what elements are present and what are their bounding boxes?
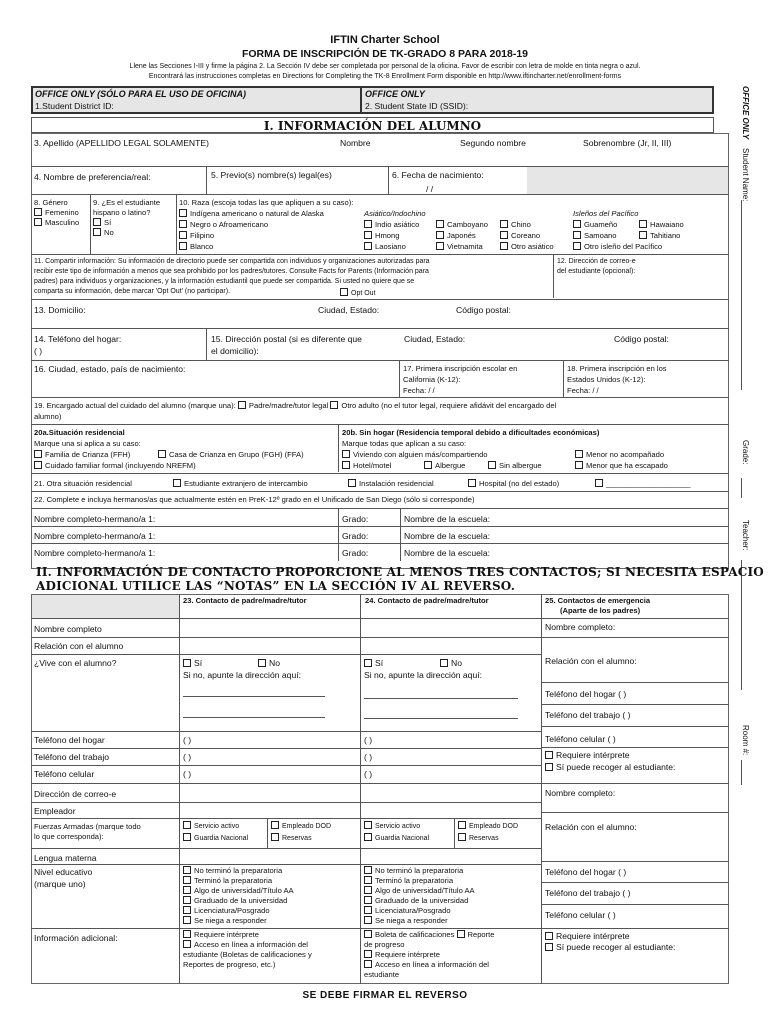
checkbox-icon[interactable]	[500, 242, 508, 250]
checkbox-icon[interactable]	[34, 461, 42, 469]
checkbox-icon[interactable]	[573, 231, 581, 239]
checkbox-icon[interactable]	[639, 231, 647, 239]
form-title: FORMA DE INSCRIPCIÓN DE TK-GRADO 8 PARA 2018-19	[241, 48, 529, 60]
checkbox-icon[interactable]	[595, 479, 603, 487]
row-cell-phone: Teléfono celular	[34, 769, 95, 779]
c24-edu-1[interactable]: Terminó la preparatoria	[364, 876, 453, 885]
c23-national-guard[interactable]: Guardia Nacional	[183, 833, 248, 844]
checkbox-icon[interactable]	[457, 930, 465, 938]
birth-date-slashes[interactable]: / /	[426, 184, 434, 194]
section2-title-1: II. INFORMACIÓN DE CONTACTO PROPORCIONE AL MENOS TRES CONTACTOS; SI NECESITA ESPACIO	[36, 565, 764, 579]
c24-lives-yes[interactable]: Sí	[364, 658, 383, 668]
c24-reserves[interactable]: Reservas	[458, 833, 499, 844]
c24-edu-2[interactable]: Algo de universidad/Título AA	[364, 886, 475, 895]
race-hmong[interactable]: Hmong	[364, 231, 399, 240]
row-military-1: Fuerzas Armadas (marque todo	[34, 822, 141, 831]
checkbox-icon[interactable]	[500, 231, 508, 239]
c23-online-access[interactable]: Acceso en línea a información del	[183, 940, 308, 949]
gender-label: 8. Género	[34, 198, 68, 207]
checkbox-icon[interactable]	[364, 906, 372, 914]
c24-address-line-1[interactable]	[364, 698, 518, 699]
contacts-table	[31, 594, 729, 984]
exchange-student-option[interactable]: Estudiante extranjero de intercambio	[173, 479, 308, 488]
share-info-line-4: comparta su información, debe marcar 'Opt Out' (no participar).	[34, 288, 231, 295]
race-native-american[interactable]: Indígena americano o natural de Alaska	[179, 209, 324, 218]
checkbox-icon[interactable]	[573, 242, 581, 250]
row-employer: Empleador	[34, 806, 76, 816]
checkbox-icon[interactable]	[436, 220, 444, 228]
em1-relationship[interactable]: Relación con el alumno:	[545, 656, 637, 666]
checkbox-icon[interactable]	[458, 821, 466, 829]
c24-report-card[interactable]: Boleta de calificaciones Reporte	[364, 930, 495, 939]
row-work-phone: Teléfono del trabajo	[34, 752, 110, 762]
checkbox-icon[interactable]	[183, 886, 191, 894]
checkbox-icon[interactable]	[573, 220, 581, 228]
em2-home-phone[interactable]: Teléfono del hogar ( )	[545, 867, 627, 877]
c24-interpreter[interactable]: Requiere intérprete	[364, 950, 440, 959]
row-full-name: Nombre completo	[34, 624, 102, 634]
checkbox-icon[interactable]	[364, 916, 372, 924]
checkbox-icon[interactable]	[93, 218, 101, 226]
checkbox-icon[interactable]	[364, 220, 372, 228]
em1-pickup[interactable]: Sí puede recoger al estudiante:	[545, 762, 675, 772]
em2-name[interactable]: Nombre completo:	[545, 788, 616, 798]
hospital-option[interactable]: Hospital (no del estado)	[468, 479, 559, 488]
c24-lives-no[interactable]: No	[440, 658, 462, 668]
checkbox-icon[interactable]	[545, 943, 553, 951]
checkbox-icon[interactable]	[258, 659, 266, 667]
sibling-3-school[interactable]: Nombre de la escuela:	[404, 548, 490, 558]
middle-name-label: Segundo nombre	[460, 138, 526, 148]
c24-active-duty[interactable]: Servicio activo	[364, 821, 420, 832]
sibling-1-grade[interactable]: Grado:	[342, 514, 369, 524]
checkbox-icon[interactable]	[500, 220, 508, 228]
runaway-minor-option[interactable]: Menor que ha escapado	[575, 461, 668, 470]
race-samoan[interactable]: Samoano	[573, 231, 617, 240]
checkbox-icon[interactable]	[436, 231, 444, 239]
instructions-line-2: Encontrará las instrucciones completas en Directions for Completing the TK-8 Enrollment Form disponible en http://www.iftincharter.net/enrollment-forms	[148, 73, 622, 80]
sidebar-room: Room #:	[741, 725, 750, 756]
opt-out-option[interactable]: Opt Out	[340, 288, 376, 299]
c23-active-duty[interactable]: Servicio activo	[183, 821, 239, 832]
checkbox-icon[interactable]	[34, 450, 42, 458]
suffix-label: Sobrenombre (Jr, II, III)	[583, 138, 672, 148]
checkbox-icon[interactable]	[179, 209, 187, 217]
mailing-city-label: Ciudad, Estado:	[404, 334, 466, 344]
living-with-others-option[interactable]: Viviendo con alguien más/compartiendo	[342, 450, 488, 459]
student-state-id-field[interactable]: 2. Student State ID (SSID):	[365, 101, 469, 111]
checkbox-icon[interactable]	[468, 479, 476, 487]
race-black[interactable]: Negro o Afroamericano	[179, 220, 268, 229]
checkbox-icon[interactable]	[575, 450, 583, 458]
student-email-label-1: 12. Dirección de correo-e	[557, 258, 636, 265]
home-city-label: Ciudad, Estado:	[318, 305, 380, 315]
c23-edu-0[interactable]: No terminó la preparatoria	[183, 866, 282, 875]
checkbox-icon[interactable]	[364, 833, 372, 841]
home-zip-label: Código postal:	[456, 305, 511, 315]
c23-edu-4[interactable]: Licenciatura/Posgrado	[183, 906, 270, 915]
c23-dod-employee[interactable]: Empleado DOD	[271, 821, 331, 832]
home-address-label: 13. Domicilio:	[34, 305, 86, 315]
home-phone-label: 14. Teléfono del hogar:	[34, 334, 122, 344]
asian-group-label: Asiático/Indochino	[364, 209, 426, 218]
race-vietnamese[interactable]: Vietnamita	[436, 242, 483, 251]
other-residence-label: 21. Otra situación residencial	[34, 479, 132, 488]
checkbox-icon[interactable]	[364, 960, 372, 968]
sibling-1-school[interactable]: Nombre de la escuela:	[404, 514, 490, 524]
residential-facility-option[interactable]: Instalación residencial	[348, 479, 434, 488]
c24-dod-employee[interactable]: Empleado DOD	[458, 821, 518, 832]
checkbox-icon[interactable]	[364, 930, 372, 938]
c24-online-access-2: estudiante	[364, 970, 400, 979]
c24-address-line-2[interactable]	[364, 718, 518, 719]
c23-home-phone[interactable]: ( )	[183, 735, 192, 745]
c23-address-line-1[interactable]	[183, 696, 325, 697]
office-left-title: OFFICE ONLY (SÓLO PARA EL USO DE OFICINA)	[35, 89, 247, 99]
hispanic-yes-option[interactable]: Sí	[93, 218, 111, 227]
home-phone-field[interactable]: ( )	[34, 346, 43, 356]
checkbox-icon[interactable]	[179, 220, 187, 228]
c24-edu-4[interactable]: Licenciatura/Posgrado	[364, 906, 451, 915]
checkbox-icon[interactable]	[364, 876, 372, 884]
foster-family-option[interactable]: Familia de Crianza (FFH)	[34, 450, 130, 459]
preferred-name-label: 4. Nombre de preferencia/real:	[34, 172, 151, 182]
us-enroll-date[interactable]: Fecha: / /	[567, 386, 599, 395]
share-info-line-1: 11. Compartir información: Su información de directorio puede ser compartida con individuos y organizaciones autorizadas para	[34, 258, 430, 265]
checkbox-icon[interactable]	[342, 461, 350, 469]
sidebar-teacher: Teacher:	[741, 520, 750, 551]
pacific-group-label: Isleños del Pacífico	[573, 209, 639, 218]
checkbox-icon[interactable]	[179, 242, 187, 250]
office-right-title: OFFICE ONLY	[365, 89, 425, 99]
checkbox-icon[interactable]	[348, 479, 356, 487]
c23-interpreter[interactable]: Requiere intérprete	[183, 930, 259, 939]
em1-work-phone[interactable]: Teléfono del trabajo ( )	[545, 710, 631, 720]
checkbox-icon[interactable]	[364, 896, 372, 904]
checkbox-icon[interactable]	[34, 218, 42, 226]
row-education-1: Nivel educativo	[34, 867, 93, 877]
checkbox-icon[interactable]	[93, 228, 101, 236]
last-name-label: 3. Apellido (APELLIDO LEGAL SOLAMENTE)	[34, 138, 209, 148]
checkbox-icon[interactable]	[183, 866, 191, 874]
em2-relationship[interactable]: Relación con el alumno:	[545, 822, 637, 832]
ca-enroll-label-2: California (K-12):	[403, 375, 461, 384]
em2-cell-phone[interactable]: Teléfono celular ( )	[545, 910, 616, 920]
c24-work-phone[interactable]: ( )	[364, 752, 373, 762]
c23-online-access-3: Reportes de progreso, etc.)	[183, 960, 276, 969]
em2-interpreter[interactable]: Requiere intérprete	[545, 931, 630, 941]
mailing-address-label-1: 15. Dirección postal (si es diferente que	[211, 334, 362, 344]
em1-interpreter[interactable]: Requiere intérprete	[545, 750, 630, 760]
sidebar-office-only: OFFICE ONLY	[741, 86, 750, 140]
race-label: 10. Raza (escoja todas las que apliquen a su caso):	[179, 198, 354, 207]
sibling-3-name[interactable]: Nombre completo-hermano/a 1:	[34, 548, 156, 558]
c24-progress-label: de progreso	[364, 940, 405, 949]
c24-edu-0[interactable]: No terminó la preparatoria	[364, 866, 463, 875]
caregiver-label	[34, 401, 556, 410]
checkbox-icon[interactable]	[340, 288, 348, 296]
race-korean[interactable]: Coreano	[500, 231, 540, 240]
c23-address-prompt: Si no, apunte la dirección aquí:	[183, 670, 302, 680]
section1-title: I. INFORMACIÓN DEL ALUMNO	[263, 119, 482, 133]
race-filipino[interactable]: Filipino	[179, 231, 214, 240]
contact-24-header: 24. Contacto de padre/madre/tutor	[365, 596, 489, 605]
previous-names-label: 5. Previo(s) nombre(s) legal(es)	[211, 170, 332, 180]
checkbox-icon[interactable]	[488, 461, 496, 469]
checkbox-icon[interactable]	[183, 833, 191, 841]
residence-status-title: 20a.Situación residencial	[34, 428, 125, 437]
birth-date-label: 6. Fecha de nacimiento:	[392, 170, 484, 180]
checkbox-icon[interactable]	[183, 916, 191, 924]
checkbox-icon[interactable]	[183, 876, 191, 884]
sibling-2-name[interactable]: Nombre completo-hermano/a 1:	[34, 531, 156, 541]
emergency-header-1: 25. Contactos de emergencia	[545, 596, 651, 605]
checkbox-icon[interactable]	[545, 763, 553, 771]
homeless-title: 20b. Sin hogar (Residencia temporal debido a dificultades económicas)	[342, 428, 600, 437]
c23-lives-yes[interactable]: Sí	[183, 658, 202, 668]
c24-address-prompt: Si no, apunte la dirección aquí:	[364, 670, 483, 680]
checkbox-icon[interactable]	[183, 659, 191, 667]
formal-family-care-option[interactable]: Cuidado familiar formal (incluyendo NREFM)	[34, 461, 196, 470]
us-enroll-label-2: Estados Unidos (K-12):	[567, 375, 646, 384]
c23-lives-no[interactable]: No	[258, 658, 280, 668]
row-education-2: (marque uno)	[34, 879, 86, 889]
checkbox-icon[interactable]	[424, 461, 432, 469]
race-other-pacific[interactable]: Otro isleño del Pacífico	[573, 242, 662, 251]
section2-title-2: ADICIONAL UTILICE LAS “NOTAS” EN LA SECCIÓN IV AL REVERSO.	[36, 579, 516, 593]
checkbox-icon[interactable]	[271, 833, 279, 841]
c23-edu-5[interactable]: Se niega a responder	[183, 916, 267, 925]
checkbox-icon[interactable]	[364, 821, 372, 829]
sibling-2-grade[interactable]: Grado:	[342, 531, 369, 541]
c24-home-phone[interactable]: ( )	[364, 735, 373, 745]
student-email-label-2: del estudiante (opcional):	[557, 268, 636, 275]
em1-cell-phone[interactable]: Teléfono celular ( )	[545, 734, 616, 744]
unaccompanied-minor-option[interactable]: Menor no acompañado	[575, 450, 664, 459]
c24-national-guard[interactable]: Guardia Nacional	[364, 833, 429, 844]
row-military-2: lo que corresponda):	[34, 832, 104, 841]
caregiver-parent-option[interactable]: Padre/madre/tutor legal	[248, 401, 329, 410]
sibling-2-school[interactable]: Nombre de la escuela:	[404, 531, 490, 541]
contact-23-header: 23. Contacto de padre/madre/tutor	[183, 596, 307, 605]
hispanic-label-1: 9. ¿Es el estudiante	[93, 198, 161, 207]
us-enroll-label-1: 18. Primera inscripción en los	[567, 364, 667, 373]
c23-cell-phone[interactable]: ( )	[183, 769, 192, 779]
hotel-motel-option[interactable]: Hotel/motel	[342, 461, 391, 470]
checkbox-icon[interactable]	[183, 906, 191, 914]
race-chinese[interactable]: Chino	[500, 220, 531, 229]
siblings-label: 22. Complete e incluya hermanos/as que actualmente estén en PreK-12º grado en el Unificado de San Diego (sólo si corresponde)	[34, 495, 475, 504]
unsheltered-option[interactable]: Sin albergue	[488, 461, 542, 470]
group-home-option[interactable]: Casa de Crianza en Grupo (FGH) (FFA)	[158, 450, 304, 459]
sidebar-grade: Grade:	[741, 440, 750, 465]
caregiver-other-option[interactable]: Otro adulto (no el tutor legal, requiere afidávit del encargado del	[341, 401, 557, 410]
sibling-3-grade[interactable]: Grado:	[342, 548, 369, 558]
residence-status-sub: Marque una si aplica a su caso:	[34, 439, 141, 448]
instructions-line-1: Llene las Secciones I-III y firme la página 2. La Sección IV debe ser completada por personal de la oficina. Favor de escribir con letra de molde en tinta negra o azul.	[129, 63, 641, 70]
checkbox-icon[interactable]	[271, 821, 279, 829]
c24-edu-5[interactable]: Se niega a responder	[364, 916, 448, 925]
em2-pickup[interactable]: Sí puede recoger al estudiante:	[545, 942, 675, 952]
mailing-address-label-2: el domicilio):	[211, 346, 259, 356]
emergency-header-2: (Aparte de los padres)	[560, 606, 641, 615]
race-cambodian[interactable]: Camboyano	[436, 220, 488, 229]
checkbox-icon[interactable]	[173, 479, 181, 487]
checkbox-icon[interactable]	[342, 450, 350, 458]
row-home-phone: Teléfono del hogar	[34, 735, 105, 745]
race-laotian[interactable]: Laosiano	[364, 242, 406, 251]
row-lives-with: ¿Vive con el alumno?	[34, 658, 117, 668]
checkbox-icon[interactable]	[238, 401, 246, 409]
gender-female-option[interactable]: Femenino	[34, 208, 79, 217]
checkbox-icon[interactable]	[183, 940, 191, 948]
race-asian-indian[interactable]: Indio asiático	[364, 220, 419, 229]
c23-work-phone[interactable]: ( )	[183, 752, 192, 762]
c23-edu-3[interactable]: Graduado de la universidad	[183, 896, 287, 905]
race-tahitian[interactable]: Tahitiano	[639, 231, 680, 240]
checkbox-icon[interactable]	[183, 821, 191, 829]
caregiver-label-2: alumno)	[34, 412, 62, 421]
gender-male-option[interactable]: Masculino	[34, 218, 79, 227]
checkbox-icon[interactable]	[458, 833, 466, 841]
c23-edu-1[interactable]: Terminó la preparatoria	[183, 876, 272, 885]
share-info-line-2: recibir este tipo de información a menos que sea prohibido por los padres/tutores. Consulte Facts for Parents (Información para	[34, 268, 429, 275]
checkbox-icon[interactable]	[545, 932, 553, 940]
checkbox-icon[interactable]	[639, 220, 647, 228]
race-hawaiian[interactable]: Hawaiano	[639, 220, 684, 229]
c23-edu-2[interactable]: Algo de universidad/Título AA	[183, 886, 294, 895]
checkbox-icon[interactable]	[183, 896, 191, 904]
checkbox-icon[interactable]	[575, 461, 583, 469]
hispanic-label-2: hispano o latino?	[93, 208, 151, 217]
c23-address-line-2[interactable]	[183, 717, 325, 718]
c24-cell-phone[interactable]: ( )	[364, 769, 373, 779]
checkbox-icon[interactable]	[330, 401, 338, 409]
checkbox-icon[interactable]	[183, 930, 191, 938]
em1-name[interactable]: Nombre completo:	[545, 622, 616, 632]
checkbox-icon[interactable]	[179, 231, 187, 239]
hispanic-no-option[interactable]: No	[93, 228, 114, 237]
em1-home-phone[interactable]: Teléfono del hogar ( )	[545, 689, 627, 699]
row-email: Dirección de correo-e	[34, 789, 117, 799]
c23-reserves[interactable]: Reservas	[271, 833, 312, 844]
race-japanese[interactable]: Japonés	[436, 231, 476, 240]
checkbox-icon[interactable]	[364, 950, 372, 958]
checkbox-icon[interactable]	[364, 886, 372, 894]
shelter-option[interactable]: Albergue	[424, 461, 465, 470]
race-other-asian[interactable]: Otro asiático	[500, 242, 554, 251]
row-native-language: Lengua materna	[34, 853, 97, 863]
row-relationship: Relación con el alumno	[34, 641, 124, 651]
sibling-1-name[interactable]: Nombre completo-hermano/a 1:	[34, 514, 156, 524]
sidebar-student-name: Student Name:	[741, 148, 750, 202]
sign-reverse-notice: SE DEBE FIRMAR EL REVERSO	[302, 990, 468, 1001]
c24-online-access[interactable]: Acceso en línea a información del	[364, 960, 489, 969]
em2-work-phone[interactable]: Teléfono del trabajo ( )	[545, 888, 631, 898]
race-guamanian[interactable]: Guameño	[573, 220, 617, 229]
school-name: IFTIN Charter School	[330, 34, 440, 46]
checkbox-icon[interactable]	[364, 659, 372, 667]
checkbox-icon[interactable]	[34, 208, 42, 216]
checkbox-icon[interactable]	[436, 242, 444, 250]
race-white[interactable]: Blanco	[179, 242, 213, 251]
ca-enroll-label-1: 17. Primera inscripción escolar en	[403, 364, 518, 373]
row-additional-info: Información adicional:	[34, 933, 118, 943]
checkbox-icon[interactable]	[440, 659, 448, 667]
checkbox-icon[interactable]	[364, 242, 372, 250]
first-name-label: Nombre	[340, 138, 371, 148]
c24-edu-3[interactable]: Graduado de la universidad	[364, 896, 468, 905]
other-residence-field[interactable]: ____________________	[595, 479, 690, 488]
caregiver-question: 19. Encargado actual del cuidado del alumno (marque una):	[34, 401, 236, 410]
checkbox-icon[interactable]	[158, 450, 166, 458]
mailing-zip-label: Código postal:	[614, 334, 669, 344]
homeless-sub: Marque todas que aplican a su caso:	[342, 439, 467, 448]
checkbox-icon[interactable]	[545, 751, 553, 759]
checkbox-icon[interactable]	[364, 231, 372, 239]
ca-enroll-date[interactable]: Fecha: / /	[403, 386, 435, 395]
checkbox-icon[interactable]	[364, 866, 372, 874]
birthplace-label: 16. Ciudad, estado, país de nacimiento:	[34, 364, 186, 374]
share-info-line-3: padres) para individuos y organizaciones, y la información estudiantil que puede ser compartida. Si usted no quiere que se	[34, 278, 415, 285]
student-district-id-field[interactable]: 1.Student District ID:	[35, 101, 114, 111]
c23-online-access-2: estudiante (Boletas de calificaciones y	[183, 950, 312, 959]
